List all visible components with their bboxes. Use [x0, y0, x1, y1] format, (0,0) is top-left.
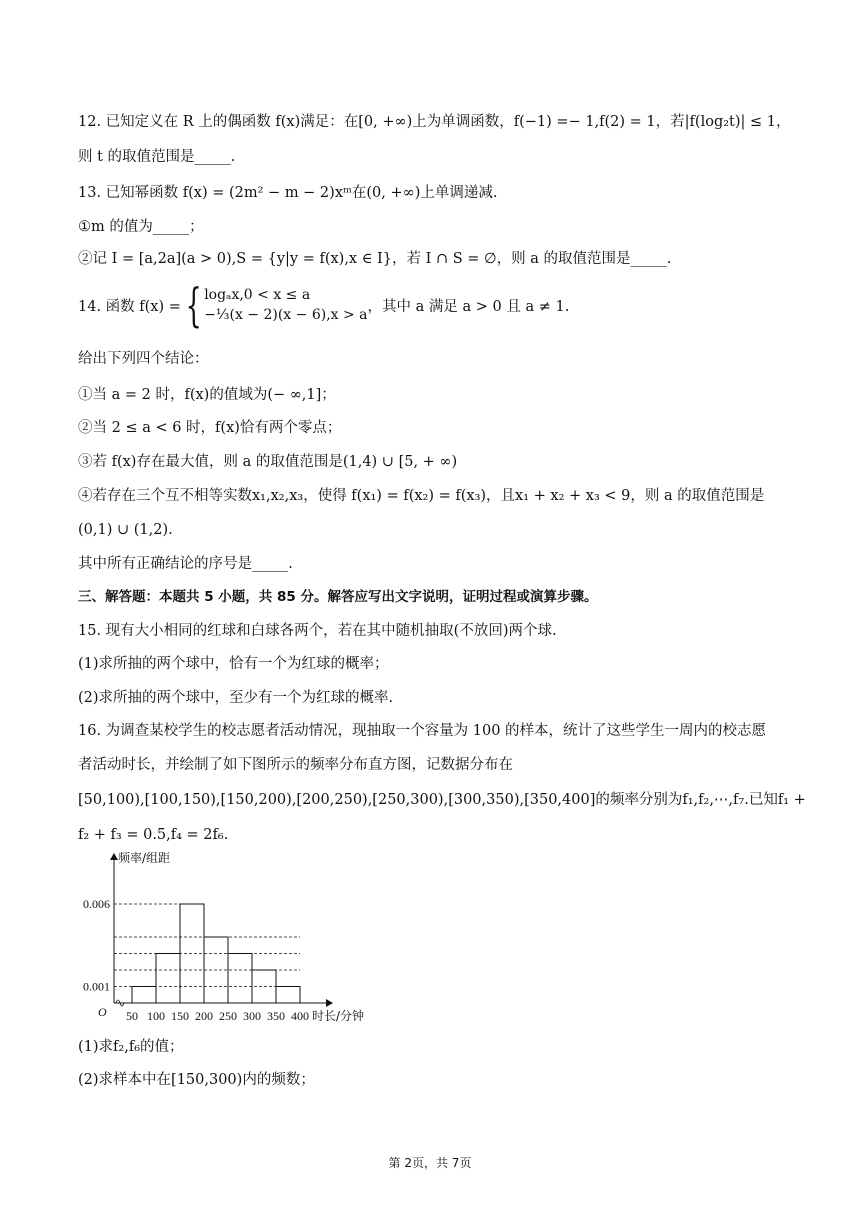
q16-line4: f₂ + f₃ = 0.5,f₄ = 2f₆. — [78, 827, 229, 843]
q14-conclusion-1: ①当 a = 2 时，f(x)的值域为(− ∞,1]； — [78, 387, 336, 403]
histogram-bar — [132, 987, 156, 1004]
q14-case2: −⅓(x − 2)(x − 6),x > a — [204, 307, 368, 323]
q14-cases — [204, 285, 367, 325]
q14-conclusion-3: ③若 f(x)存在最大值，则 a 的取值范围是(1,4) ∪ [5, + ∞) — [78, 454, 458, 470]
q15-line1: 15. 现有大小相同的红球和白球各两个，若在其中随机抽取(不放回)两个球. — [78, 623, 557, 639]
q14-conclusion-4b: (0,1) ∪ (1,2). — [78, 522, 173, 538]
q13-line1: 13. 已知幂函数 f(x) = (2m² − m − 2)xᵐ在(0, +∞)上单调递减. — [78, 185, 498, 201]
x-tick-label: 250 — [219, 1009, 237, 1023]
q14-suffix: ，其中 a 满足 a > 0 且 a ≠ 1. — [367, 298, 570, 315]
y-axis-label: 频率/组距 — [118, 851, 171, 865]
q14-prefix: 14. 函数 f(x) = — [78, 298, 181, 315]
origin-label: O — [98, 1005, 107, 1019]
x-axis-label: 时长/分钟 — [312, 1009, 365, 1023]
q14-conclusion-2: ②当 2 ≤ a < 6 时，f(x)恰有两个零点； — [78, 420, 342, 436]
q16-line3: [50,100),[100,150),[150,200),[200,250),[250,300),[300,350),[350,400]的频率分别为f₁,f₂,⋯,f₇.已知f₁ + — [78, 792, 806, 808]
x-tick-label: 50 — [126, 1009, 138, 1023]
section-3-heading: 三、解答题：本题共 5 小题，共 85 分。解答应写出文字说明，证明过程或演算步骤。 — [78, 589, 598, 605]
q12-line2: 则 t 的取值范围是_____. — [78, 149, 236, 165]
q14-conclusion-4a: ④若存在三个互不相等实数x₁,x₂,x₃，使得 f(x₁) = f(x₂) = f(x₃)，且x₁ + x₂ + x₃ < 9，则 a 的取值范围是 — [78, 488, 765, 504]
q14-ask: 其中所有正确结论的序号是_____. — [78, 556, 293, 572]
histogram-bar — [276, 987, 300, 1004]
q13-part1: ①m 的值为_____； — [78, 219, 204, 235]
histogram-bar — [156, 954, 180, 1004]
q16-line2: 者活动时长，并绘制了如下图所示的频率分布直方图，记数据分布在 — [78, 757, 513, 773]
x-tick-label: 200 — [195, 1009, 213, 1023]
q14-intro: 给出下列四个结论： — [78, 351, 209, 367]
page-footer: 第 2页，共 7页 — [388, 1156, 472, 1170]
q14-function-definition — [78, 278, 570, 332]
q12-line1: 12. 已知定义在 R 上的偶函数 f(x)满足：在[0, +∞)上为单调函数，f(−1) =− 1,f(2) = 1，若|f(log₂t)| ≤ 1， — [78, 114, 791, 130]
histogram-bar — [228, 954, 252, 1004]
q13-part2: ②记 I = [a,2a](a > 0),S = {y|y = f(x),x ∈ I}，若 I ∩ S = ∅，则 a 的取值范围是_____. — [78, 251, 672, 267]
x-tick-label: 350 — [267, 1009, 285, 1023]
q15-part2: (2)求所抽的两个球中，至少有一个为红球的概率. — [78, 690, 394, 706]
q16-part1: (1)求f₂,f₆的值； — [78, 1039, 184, 1055]
x-tick-label: 300 — [243, 1009, 261, 1023]
x-tick-label: 400 — [291, 1009, 309, 1023]
x-tick-label: 150 — [171, 1009, 189, 1023]
x-tick-label: 100 — [147, 1009, 165, 1023]
q16-line1: 16. 为调查某校学生的校志愿者活动情况，现抽取一个容量为 100 的样本，统计了这些学生一周内的校志愿 — [78, 723, 767, 739]
q14-brace: { — [185, 278, 202, 332]
q14-case1: logₐx,0 < x ≤ a — [204, 287, 311, 303]
y-tick-label: 0.001 — [83, 979, 110, 994]
q16-part2: (2)求样本中在[150,300)内的频数； — [78, 1072, 315, 1088]
y-tick-label: 0.006 — [83, 897, 110, 911]
frequency-histogram — [70, 848, 370, 1026]
q15-part1: (1)求所抽的两个球中，恰有一个为红球的概率； — [78, 656, 389, 672]
